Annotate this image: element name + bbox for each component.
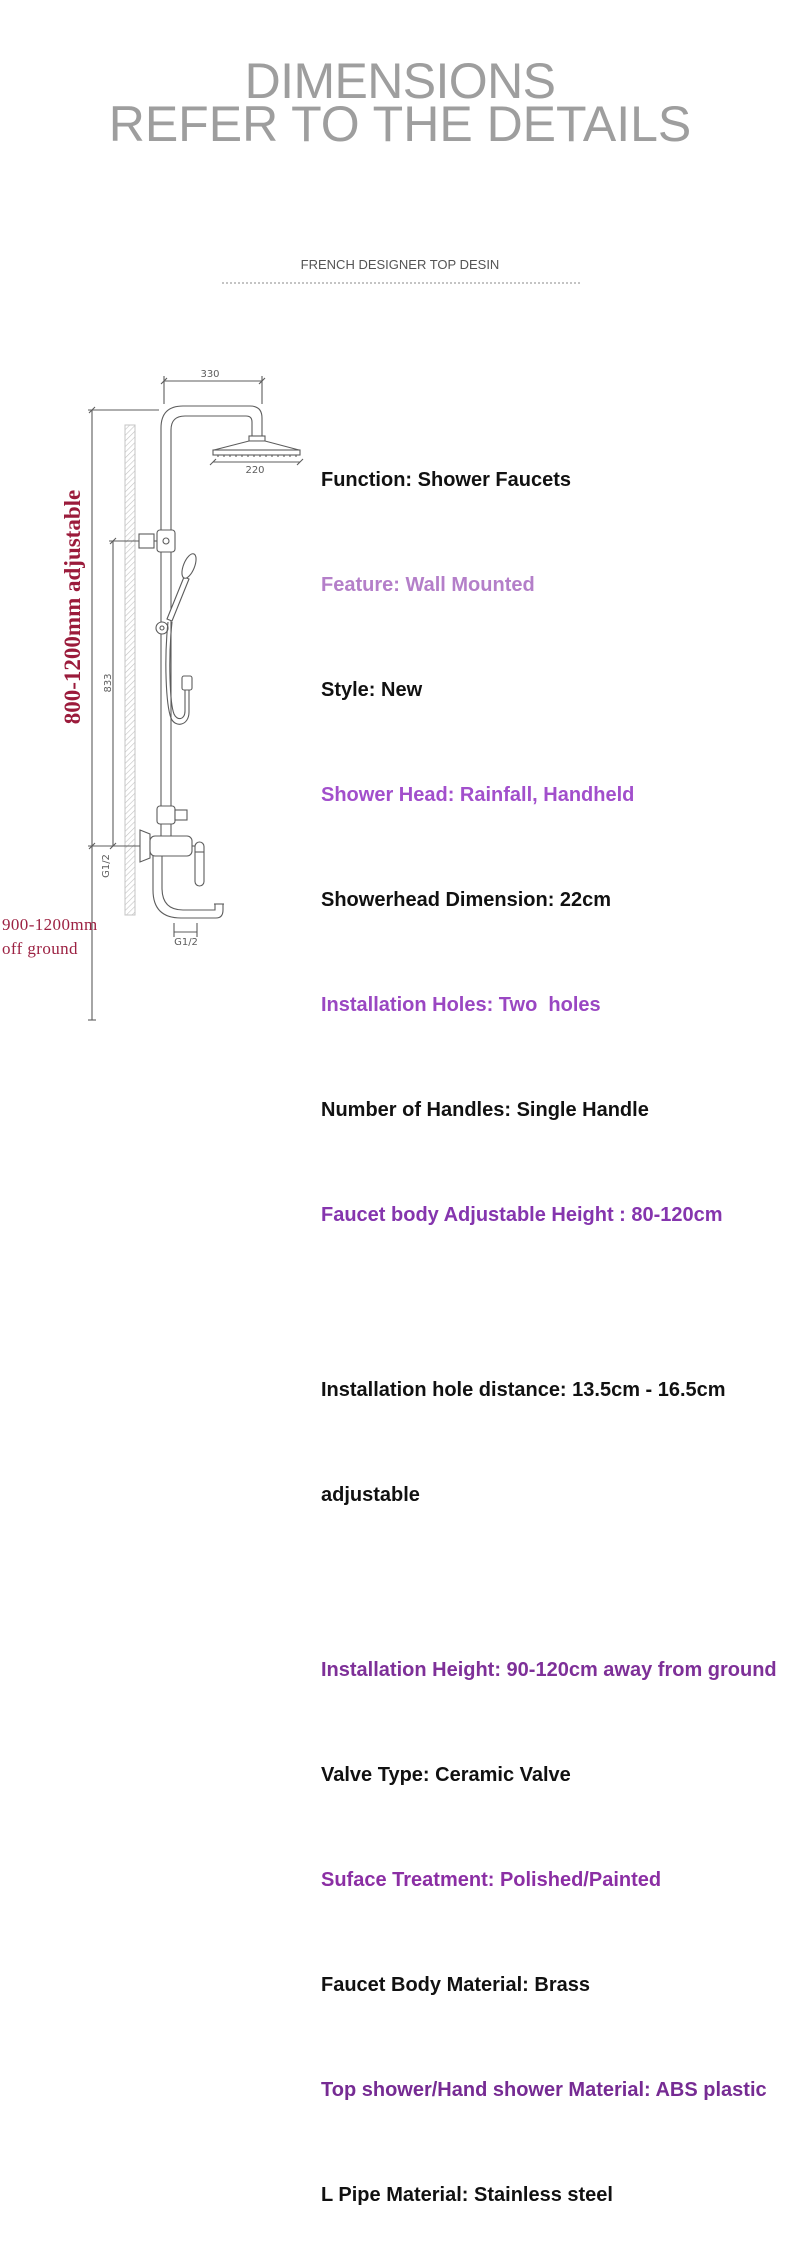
adjustable-height-label: 800-1200mm adjustable — [60, 489, 85, 725]
spec-item-text: Suface Treatment: Polished/Painted — [321, 1869, 662, 1891]
hand-shower-handle — [167, 577, 189, 621]
hand-shower-holder — [156, 622, 168, 634]
hose-connector — [182, 676, 192, 690]
valve-lever — [195, 842, 204, 886]
page-title-line-1: DIMENSIONS — [244, 53, 556, 109]
hand-shower-head — [179, 552, 199, 580]
spout-thread-label: G1/2 — [174, 937, 198, 948]
shower-head-plate — [213, 450, 300, 455]
bath-spout-inner — [162, 856, 215, 910]
spec-item — [321, 1758, 777, 1793]
spec-item-text: Showerhead Dimension: 22cm — [321, 889, 612, 911]
spec-item — [321, 1198, 777, 1233]
valve-body — [150, 836, 192, 856]
ground-height-label-line-1: 900-1200mm — [2, 915, 98, 934]
shower-hose-inner — [170, 622, 185, 719]
arm-length-label: 330 — [200, 369, 220, 380]
spec-item — [321, 778, 777, 813]
spec-item — [321, 568, 777, 603]
spec-item-text: Installation Holes: Two holes — [321, 994, 601, 1016]
spec-item-text: Style: New — [321, 679, 423, 701]
spec-item-text: Feature: Wall Mounted — [321, 574, 535, 596]
spec-item-text: Faucet Body Material: Brass — [321, 1974, 590, 1996]
spec-list — [321, 393, 777, 2248]
spec-item — [321, 1303, 777, 1583]
spec-item-text: Function: Shower Faucets — [321, 469, 572, 491]
spec-item — [321, 2073, 777, 2108]
spec-item — [321, 463, 777, 498]
spec-item — [321, 673, 777, 708]
upper-wall-bracket — [139, 534, 154, 548]
spec-item — [321, 2178, 777, 2213]
lower-rail-clamp — [157, 806, 175, 824]
spec-item — [321, 883, 777, 918]
shower-head-connector — [249, 436, 265, 441]
spec-item — [321, 1968, 777, 2003]
rail-height-label: 833 — [103, 673, 114, 693]
valve-wall-flange — [140, 830, 150, 862]
spec-item — [321, 1093, 777, 1128]
ground-height-label-line-2: off ground — [2, 939, 78, 958]
wall-section — [125, 425, 135, 915]
upper-rail-clamp — [157, 530, 175, 552]
spec-item — [321, 1653, 777, 1688]
page-title-line-2: REFER TO THE DETAILS — [108, 96, 692, 152]
spec-item-text: Valve Type: Ceramic Valve — [321, 1764, 571, 1786]
shower-dimension-drawing — [0, 0, 310, 1031]
drawing-lines — [88, 376, 303, 1020]
spec-item-text: Faucet body Adjustable Height : 80-120cm — [321, 1204, 723, 1226]
bath-spout-outer — [153, 856, 223, 918]
spec-item-text: L Pipe Material: Stainless steel — [321, 2184, 613, 2206]
head-diameter-label: 220 — [245, 465, 265, 476]
spec-item-text: Installation Height: 90-120cm away from ground — [321, 1659, 777, 1681]
spec-item-continuation: adjustable — [321, 1484, 420, 1506]
spec-item-text: Installation hole distance: 13.5cm - 16.5cm — [321, 1379, 726, 1401]
spec-item-text: Shower Head: Rainfall, Handheld — [321, 784, 635, 806]
shower-head-body — [214, 441, 299, 450]
spec-item — [321, 988, 777, 1023]
spec-item-text: Top shower/Hand shower Material: ABS plastic — [321, 2079, 767, 2101]
riser-pipe-inner — [171, 416, 252, 836]
spec-item-text: Number of Handles: Single Handle — [321, 1099, 649, 1121]
ground-height-label — [2, 915, 98, 958]
spec-item — [321, 1863, 777, 1898]
valve-inlet-thread-label: G1/2 — [101, 854, 112, 878]
lower-bracket-arm — [175, 810, 187, 820]
page-subtitle: FRENCH DESIGNER TOP DESIN — [300, 257, 500, 272]
